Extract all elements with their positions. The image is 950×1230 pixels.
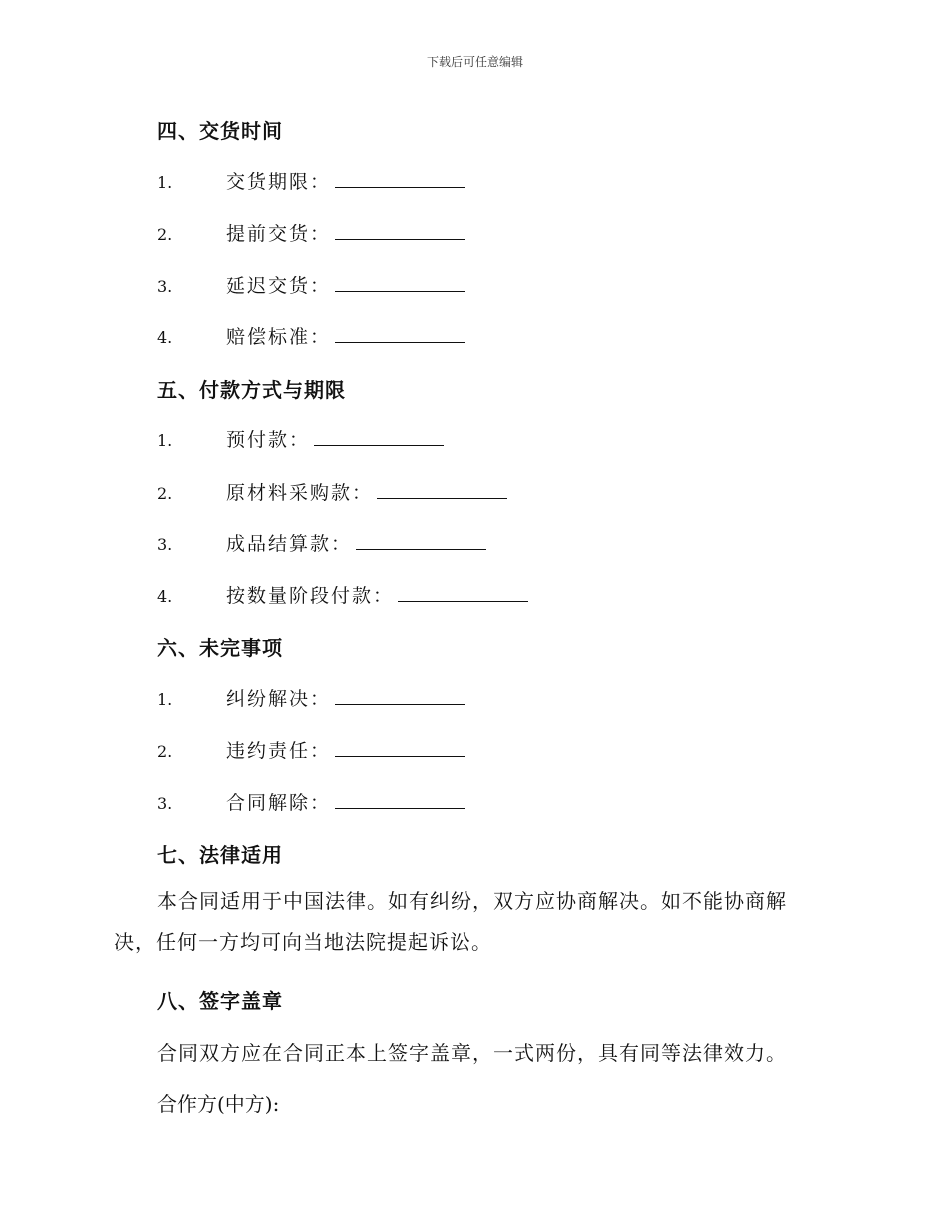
section-heading-signature: 八、签字盖章	[157, 989, 283, 1013]
item-label: 预付款：	[226, 429, 311, 451]
item-label: 纠纷解决：	[226, 688, 332, 710]
section-heading-payment: 五、付款方式与期限	[157, 378, 346, 402]
item-label: 违约责任：	[226, 740, 332, 762]
item-label: 合同解除：	[226, 792, 332, 814]
item-label: 提前交货：	[226, 223, 332, 245]
item-label: 赔偿标准：	[226, 326, 332, 348]
applicable-law-paragraph	[114, 881, 814, 963]
item-number: 2.	[157, 742, 173, 761]
contract-termination-item	[157, 788, 465, 815]
fill-in-blank[interactable]	[398, 600, 528, 602]
fill-in-blank[interactable]	[335, 703, 465, 705]
fill-in-blank[interactable]	[335, 807, 465, 809]
compensation-standard-item	[157, 322, 465, 349]
item-number: 3.	[157, 277, 173, 296]
fill-in-blank[interactable]	[314, 444, 444, 446]
staged-payment-item	[157, 581, 528, 608]
fill-in-blank[interactable]	[335, 238, 465, 240]
item-label: 按数量阶段付款：	[226, 585, 395, 607]
page-header: 下载后可任意编辑	[426, 55, 523, 69]
early-delivery-item	[157, 219, 465, 246]
signature-paragraph: 合同双方应在合同正本上签字盖章，一式两份，具有同等法律效力。	[157, 1041, 787, 1065]
fill-in-blank[interactable]	[335, 755, 465, 757]
item-number: 4.	[157, 587, 173, 606]
cooperating-party-label: 合作方(中方):	[157, 1092, 280, 1116]
item-number: 4.	[157, 328, 173, 347]
item-number: 3.	[157, 535, 173, 554]
item-label: 交货期限：	[226, 171, 332, 193]
dispute-resolution-item	[157, 684, 465, 711]
fill-in-blank[interactable]	[356, 548, 486, 550]
item-number: 2.	[157, 225, 173, 244]
item-number: 2.	[157, 484, 173, 503]
item-number: 1.	[157, 431, 173, 450]
item-number: 1.	[157, 173, 173, 192]
prepayment-item	[157, 425, 444, 452]
item-label: 延迟交货：	[226, 275, 332, 297]
fill-in-blank[interactable]	[377, 497, 507, 499]
item-label: 原材料采购款：	[226, 482, 374, 504]
fill-in-blank[interactable]	[335, 186, 465, 188]
delivery-term-item	[157, 167, 465, 194]
item-label: 成品结算款：	[226, 533, 353, 555]
item-number: 3.	[157, 794, 173, 813]
fill-in-blank[interactable]	[335, 341, 465, 343]
breach-liability-item	[157, 736, 465, 763]
raw-material-payment-item	[157, 478, 507, 505]
finished-goods-payment-item	[157, 529, 486, 556]
section-heading-applicable-law: 七、法律适用	[157, 843, 283, 867]
fill-in-blank[interactable]	[335, 290, 465, 292]
paragraph-text: 本合同适用于中国法律。如有纠纷，双方应协商解决。如不能协商解决，任何一方均可向当地法院提起诉讼。	[114, 889, 787, 954]
late-delivery-item	[157, 271, 465, 298]
section-heading-delivery-time: 四、交货时间	[157, 119, 283, 143]
item-number: 1.	[157, 690, 173, 709]
section-heading-pending-matters: 六、未完事项	[157, 636, 283, 660]
